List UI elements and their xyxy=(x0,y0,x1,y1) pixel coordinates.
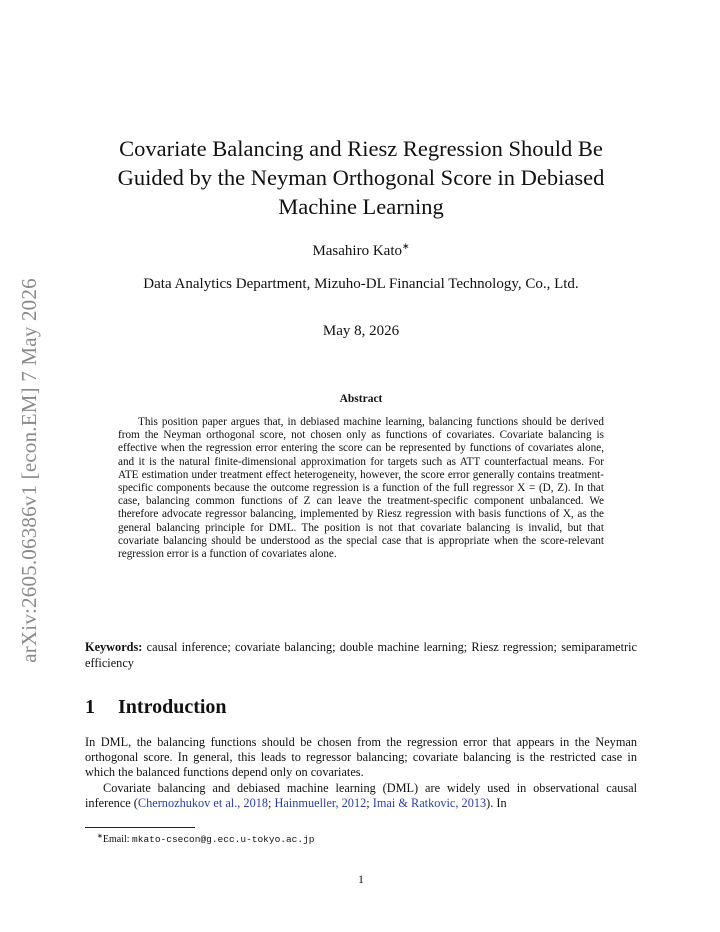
footnote-rule xyxy=(85,827,195,828)
introduction-body xyxy=(85,735,637,811)
paper-date: May 8, 2026 xyxy=(322,323,400,339)
footnote xyxy=(97,832,637,845)
footnote-label: Email: xyxy=(102,834,133,845)
affiliation: Data Analytics Department, Mizuho-DL Financial Technology, Co., Ltd. xyxy=(143,276,579,292)
citation-hainmueller[interactable]: Hainmueller, 2012 xyxy=(274,795,367,810)
citation-separator: ; xyxy=(268,795,275,810)
intro-text: ). In xyxy=(486,795,507,810)
keywords xyxy=(85,640,637,671)
citation-imai-ratkovic[interactable]: Imai & Ratkovic, 2013 xyxy=(372,795,487,810)
author-email[interactable]: mkato-csecon@g.ecc.u-tokyo.ac.jp xyxy=(132,834,315,845)
abstract-text: This position paper argues that, in debiased machine learning, balancing functions should be derived from the Neyman orthogonal score, not chosen only as functions of covariates. Covariate balancing is effective when the regression error entering the score can be represented by functions of covariates alone, and it is the natural finite-dimensional approximation for targets such as ATT counterfactual means. For ATE estimation under treatment effect heterogeneity, however, the score error generally contains treatment-specific components because the outcome regression is a function of the full regressor X = (D, Z). In that case, balancing common functions of Z can leave the treatment-specific component unbalanced. We therefore advocate regressor balancing, implemented by Riesz regression with basis functions of X, as the general balancing principle for DML. The position is not that covariate balancing is invalid, but that covariate balancing should be understood as the special case that is appropriate when the score-relevant regression error is a function of covariates alone. xyxy=(118,416,604,561)
footnote-mark: ∗ xyxy=(97,832,103,840)
intro-paragraph-1: In DML, the balancing functions should be chosen from the regression error that appears in the Neyman orthogonal score. In general, this leads to regressor balancing; covariate balancing is the restricted case in which the balanced functions depend only on covariates. xyxy=(85,735,637,780)
author-footnote-mark[interactable]: ∗ xyxy=(402,241,410,251)
page-number: 1 xyxy=(358,872,364,886)
citation-chernozhukov[interactable]: Chernozhukov et al., 2018 xyxy=(137,795,269,810)
arxiv-stamp xyxy=(4,250,54,690)
section-number: 1 xyxy=(85,696,95,718)
keywords-text: causal inference; covariate balancing; double machine learning; Riesz regression; semiparametric efficiency xyxy=(85,640,637,670)
arxiv-identifier: arXiv:2605.06386v1 [econ.EM] 7 May 2026 xyxy=(16,277,41,663)
abstract-heading: Abstract xyxy=(339,393,383,405)
section-heading xyxy=(85,696,637,719)
section-title: Introduction xyxy=(118,696,227,718)
intro-text: Covariate balancing and debiased machine learning (DML) are widely used in observational causal inference ( xyxy=(85,780,637,810)
paper-title: Covariate Balancing and Riesz Regression Should Be Guided by the Neyman Orthogonal Score in Debiased Machine Learning xyxy=(117,136,605,219)
citation-separator: ; xyxy=(366,795,373,810)
intro-paragraph-2 xyxy=(85,781,637,811)
author xyxy=(85,241,637,260)
author-name: Masahiro Kato xyxy=(312,243,402,259)
keywords-label: Keywords: xyxy=(85,640,143,654)
